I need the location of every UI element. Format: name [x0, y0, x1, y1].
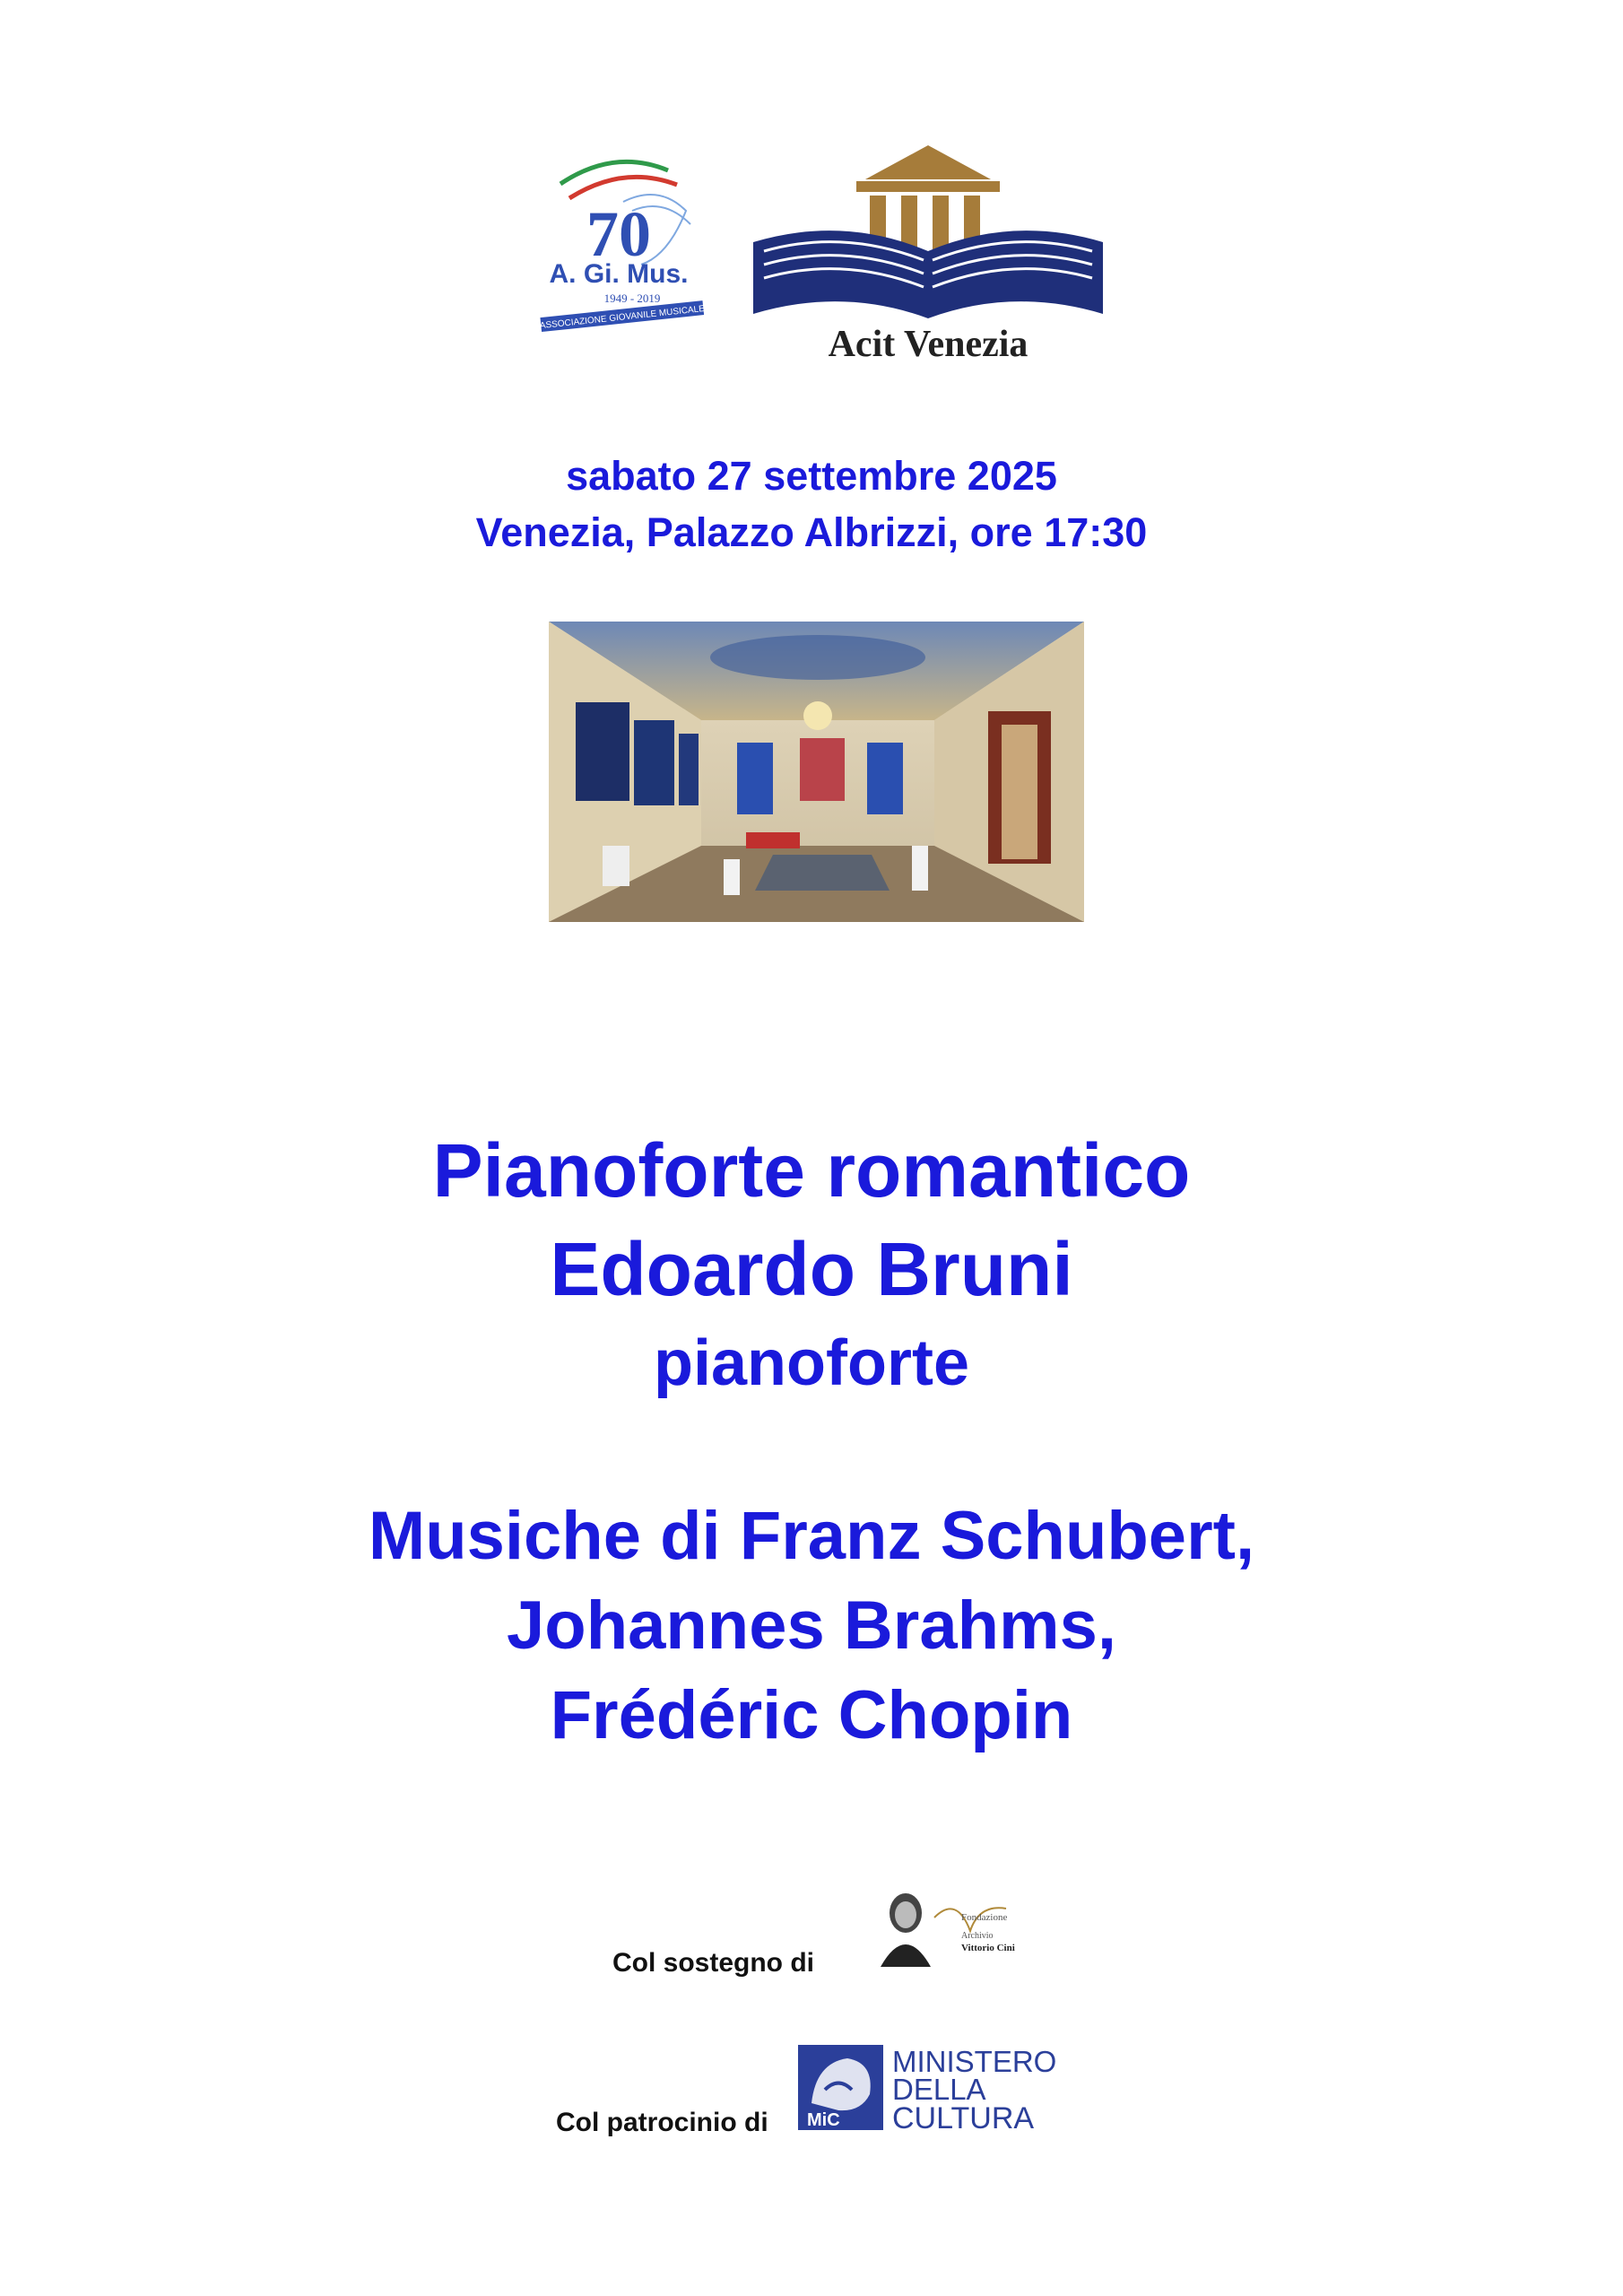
cini-foundation-logo — [872, 1877, 1020, 1967]
agimus-number: 70 — [586, 198, 651, 270]
agimus-subtitle: ASSOCIAZIONE GIOVANILE MUSICALE — [539, 303, 706, 332]
cini-line1: Fondazione — [961, 1912, 1008, 1923]
mic-badge: MiC — [807, 2110, 840, 2130]
acit-name: Acit Venezia — [828, 324, 1028, 365]
event-venue: Venezia, Palazzo Albrizzi, ore 17:30 — [475, 509, 1148, 555]
performer-instrument: pianoforte — [654, 1327, 969, 1399]
event-date: sabato 27 settembre 2025 — [566, 453, 1057, 499]
patronage-label: Col patrocinio di — [556, 2108, 768, 2137]
agimus-name: A. Gi. Mus. — [549, 259, 689, 289]
concert-title: Pianoforte romantico — [432, 1128, 1191, 1213]
mic-line3: CULTURA — [892, 2101, 1035, 2135]
agimus-logo — [534, 148, 708, 336]
composers-line-3: Frédéric Chopin — [550, 1677, 1073, 1753]
mic-line2: DELLA — [892, 2073, 986, 2106]
composers-line-1: Musiche di Franz Schubert, — [368, 1498, 1255, 1574]
venue-photo — [549, 622, 1084, 922]
composers-line-2: Johannes Brahms, — [507, 1587, 1116, 1664]
cini-line3: Vittorio Cini — [961, 1943, 1015, 1953]
mic-line1: MINISTERO — [892, 2045, 1057, 2078]
cini-line2: Archivio — [961, 1931, 994, 1941]
ministero-cultura-logo — [798, 2040, 1063, 2135]
agimus-years: 1949 - 2019 — [603, 291, 661, 305]
support-label: Col sostegno di — [612, 1948, 814, 1978]
performer-name: Edoardo Bruni — [550, 1227, 1073, 1311]
